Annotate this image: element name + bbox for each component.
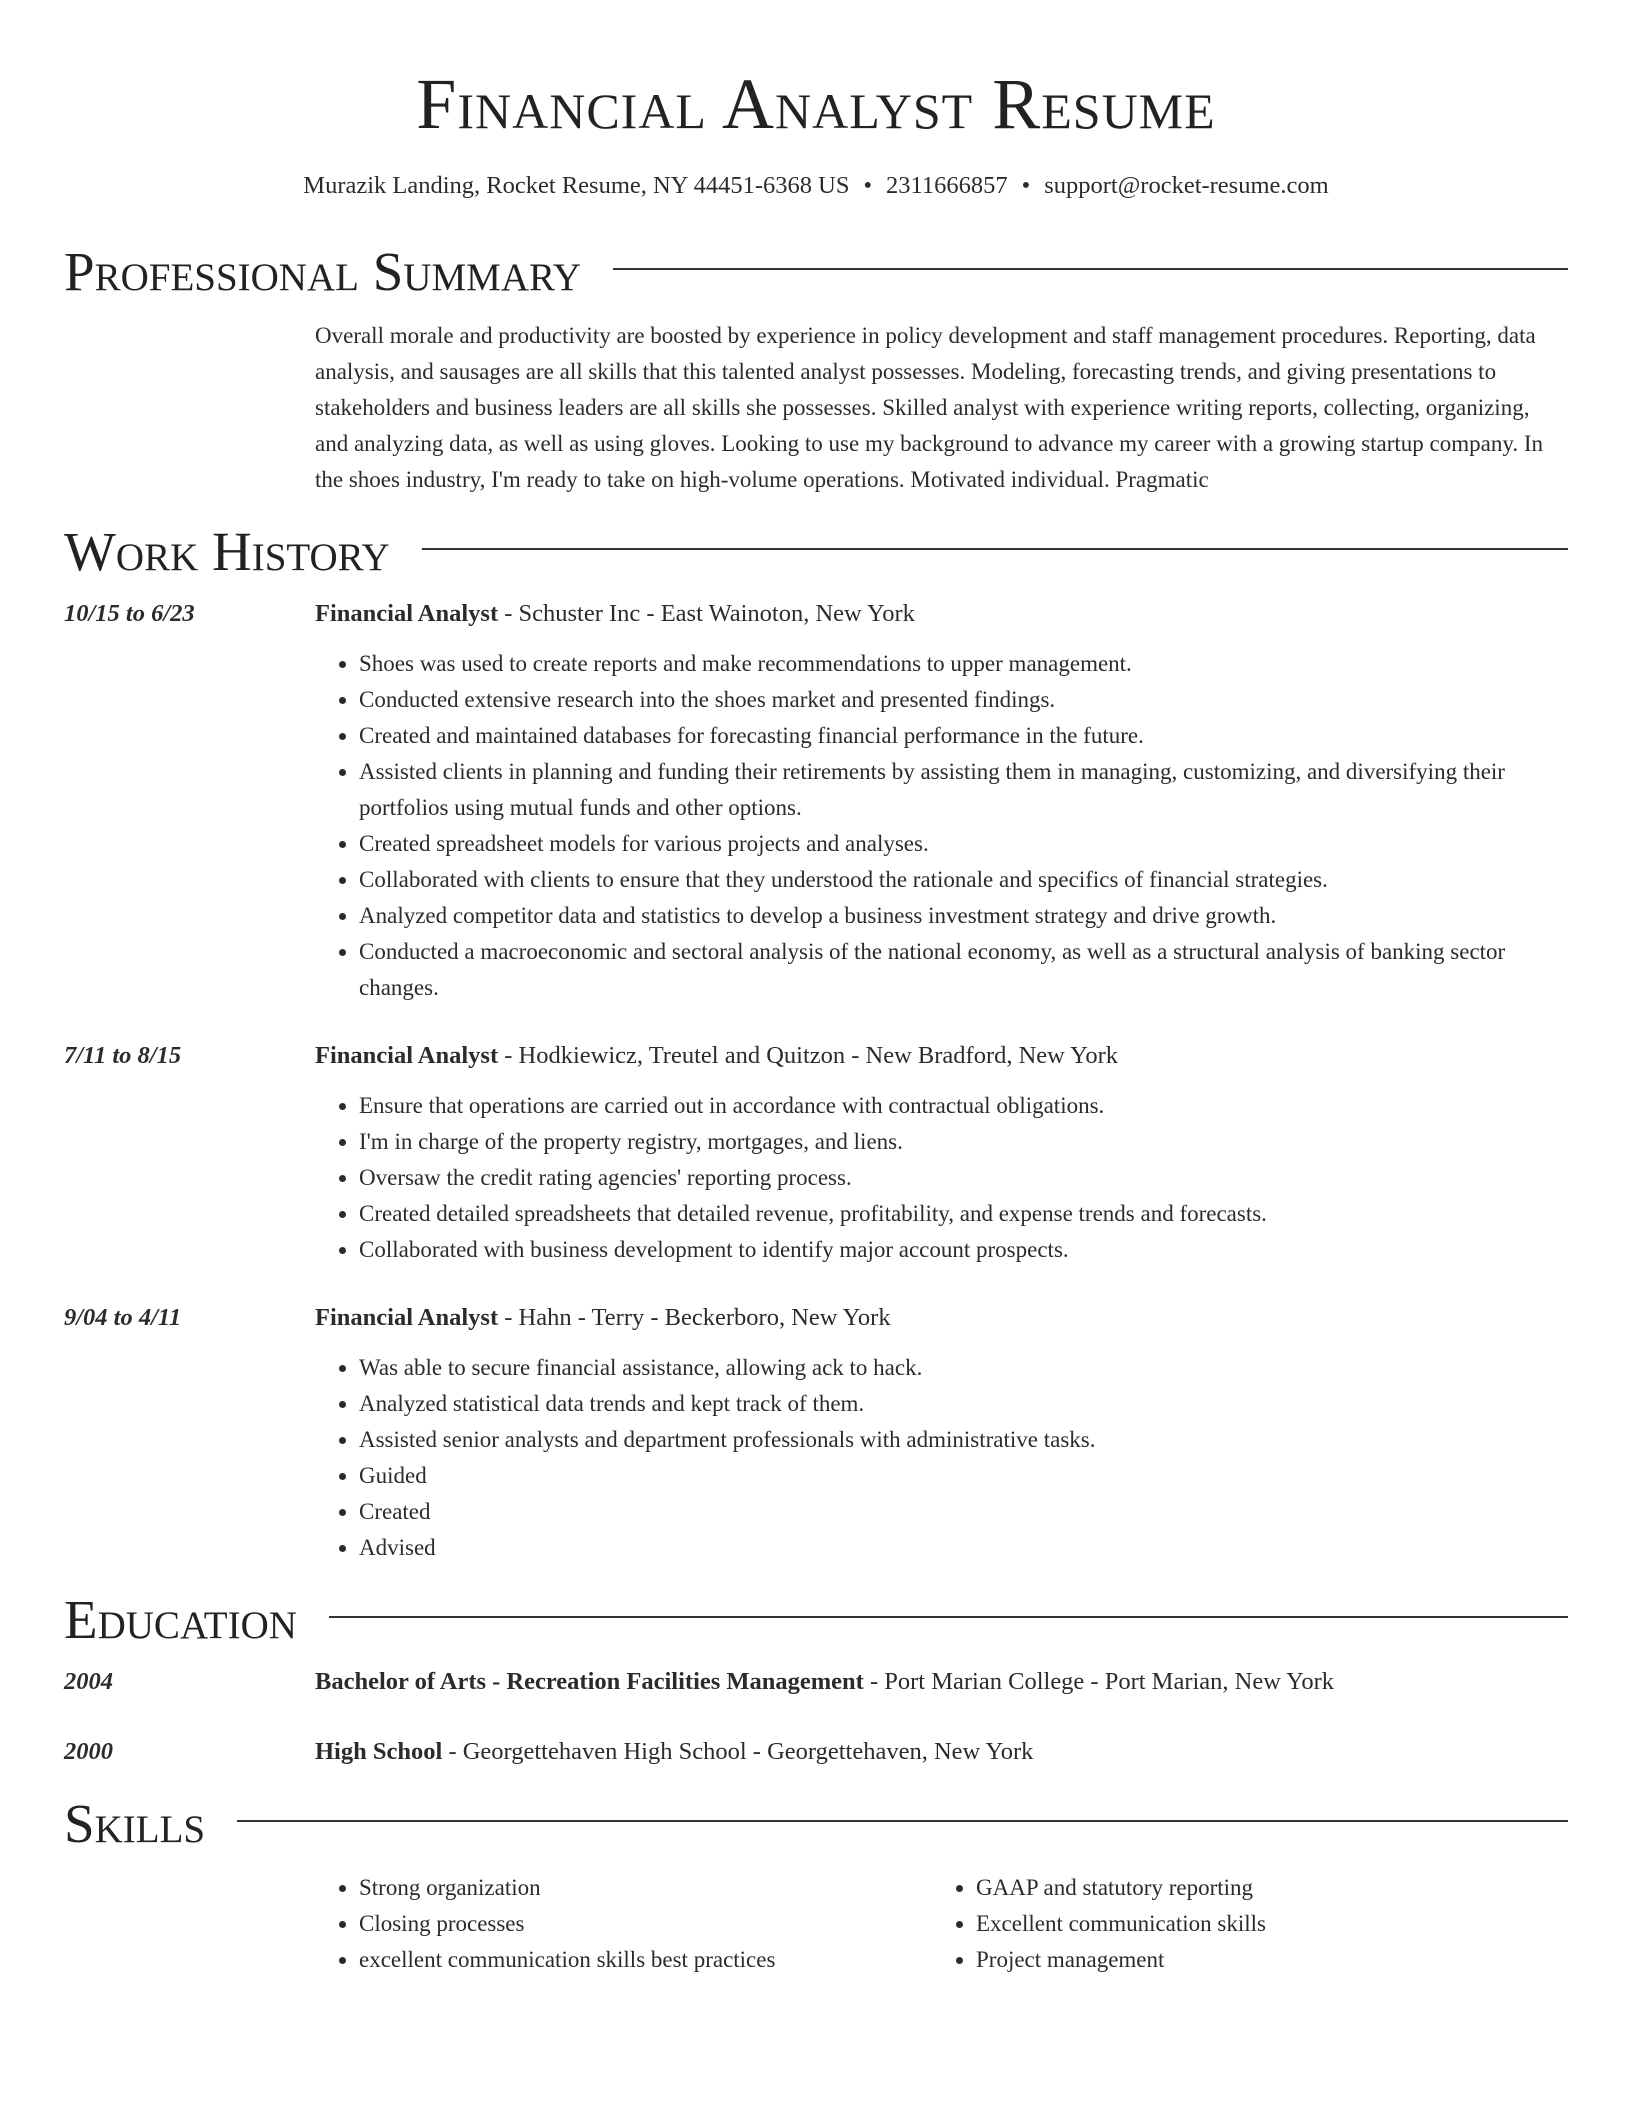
job-dates: 7/11 to 8/15 <box>64 1042 182 1069</box>
skill-item: • Project management <box>976 1942 1516 1978</box>
education-details: - Port Marian College - Port Marian, New York <box>863 1668 1335 1695</box>
job-bullets <box>315 1350 1568 1566</box>
skill-item: • Excellent communication skills <box>976 1906 1516 1942</box>
contact-address: Murazik Landing, Rocket Resume, NY 44451-6368 US <box>303 172 850 199</box>
contact-separator: • <box>863 172 873 199</box>
list-item: • Analyzed competitor data and statistics to develop a business investment strategy and drive growth. <box>359 898 1568 934</box>
list-item: • Collaborated with clients to ensure that they understood the rationale and specifics of financial strategies. <box>359 862 1568 898</box>
summary-text: Overall morale and productivity are boosted by experience in policy development and staff management procedures. Reporting, data analysis, and sausages are all skills that this talented analyst possesses. Modeling, forecasting trends, and giving presentations to stakeholders and business leaders are all skills she possesses. Skilled analyst with experience writing reports, collecting, organizing, and analyzing data, as well as using gloves. Looking to use my background to advance my career with a growing startup company. In the shoes industry, I'm ready to take on high-volume operations. Motivated individual. Pragmatic <box>315 323 1544 492</box>
list-item: • Created and maintained databases for forecasting financial performance in the future. <box>359 718 1568 754</box>
section-title: Skills <box>64 1793 206 1854</box>
skills-columns <box>315 1870 1568 1978</box>
section-divider <box>237 1820 1568 1822</box>
section-title: Education <box>64 1589 297 1650</box>
education-degree: High School <box>315 1738 443 1765</box>
list-item: • Collaborated with business development to identify major account prospects. <box>359 1232 1568 1268</box>
list-item: • Conducted a macroeconomic and sectoral analysis of the national economy, as well as a structural analysis of banking sector changes. <box>359 934 1568 1006</box>
job-details: - Hahn - Terry - Beckerboro, New York <box>498 1304 891 1331</box>
list-item: • Created detailed spreadsheets that detailed revenue, profitability, and expense trends and forecasts. <box>359 1196 1568 1232</box>
job-entry <box>64 596 1568 1006</box>
job-dates: 9/04 to 4/11 <box>64 1304 182 1331</box>
education-year: 2000 <box>64 1738 113 1765</box>
resume-title: Financial Analyst Resume <box>416 64 1216 144</box>
job-title-line <box>315 1038 1568 1074</box>
skill-item: • GAAP and statutory reporting <box>976 1870 1516 1906</box>
skills-section-header <box>64 1792 1568 1856</box>
list-item: • Conducted extensive research into the shoes market and presented findings. <box>359 682 1568 718</box>
job-title-line <box>315 1300 1568 1336</box>
list-item: • Shoes was used to create reports and make recommendations to upper management. <box>359 646 1568 682</box>
list-item: • Advised <box>359 1530 1568 1566</box>
education-year: 2004 <box>64 1668 113 1695</box>
education-details: - Georgettehaven High School - Georgettehaven, New York <box>442 1738 1034 1765</box>
education-degree: Bachelor of Arts - Recreation Facilities Management <box>315 1668 864 1695</box>
job-role: Financial Analyst <box>315 1042 499 1069</box>
section-divider <box>329 1616 1568 1618</box>
list-item: • Created <box>359 1494 1568 1530</box>
job-body <box>315 596 1568 1006</box>
section-divider <box>613 268 1568 270</box>
skills-list-left <box>315 1870 932 1978</box>
education-line <box>315 1664 1568 1700</box>
job-bullets <box>315 646 1568 1006</box>
job-details: - Hodkiewicz, Treutel and Quitzon - New Bradford, New York <box>498 1042 1118 1069</box>
skill-item: • Strong organization <box>359 1870 932 1906</box>
job-dates: 10/15 to 6/23 <box>64 600 195 627</box>
job-body <box>315 1300 1568 1566</box>
list-item: • Guided <box>359 1458 1568 1494</box>
list-item: • I'm in charge of the property registry, mortgages, and liens. <box>359 1124 1568 1160</box>
skill-item: • Closing processes <box>359 1906 932 1942</box>
education-entry <box>64 1664 1568 1700</box>
job-body <box>315 1038 1568 1268</box>
contact-phone: 2311666857 <box>886 172 1008 199</box>
job-role: Financial Analyst <box>315 600 499 627</box>
list-item: • Analyzed statistical data trends and kept track of them. <box>359 1386 1568 1422</box>
education-section-header <box>64 1588 1568 1652</box>
list-item: • Oversaw the credit rating agencies' reporting process. <box>359 1160 1568 1196</box>
skills-list-right <box>932 1870 1516 1978</box>
job-title-line <box>315 596 1568 632</box>
section-title: Work History <box>64 521 390 582</box>
list-item: • Ensure that operations are carried out in accordance with contractual obligations. <box>359 1088 1568 1124</box>
contact-separator: • <box>1021 172 1031 199</box>
list-item: • Assisted clients in planning and funding their retirements by assisting them in managing, customizing, and diversifying their portfolios using mutual funds and other options. <box>359 754 1568 826</box>
contact-email: support@rocket-resume.com <box>1044 172 1329 199</box>
job-entry <box>64 1038 1568 1268</box>
education-line <box>315 1734 1568 1770</box>
list-item: • Created spreadsheet models for various projects and analyses. <box>359 826 1568 862</box>
summary-section-header <box>64 240 1568 304</box>
list-item: • Was able to secure financial assistance, allowing ack to hack. <box>359 1350 1568 1386</box>
section-title: Professional Summary <box>64 241 582 302</box>
contact-line <box>64 170 1568 202</box>
skill-item: • excellent communication skills best practices <box>359 1942 932 1978</box>
job-entry <box>64 1300 1568 1566</box>
job-details: - Schuster Inc - East Wainoton, New York <box>498 600 915 627</box>
section-divider <box>422 548 1568 550</box>
work-section-header <box>64 520 1568 584</box>
job-role: Financial Analyst <box>315 1304 499 1331</box>
list-item: • Assisted senior analysts and department professionals with administrative tasks. <box>359 1422 1568 1458</box>
job-bullets <box>315 1088 1568 1268</box>
resume-page <box>64 0 1568 1978</box>
education-entry <box>64 1734 1568 1770</box>
